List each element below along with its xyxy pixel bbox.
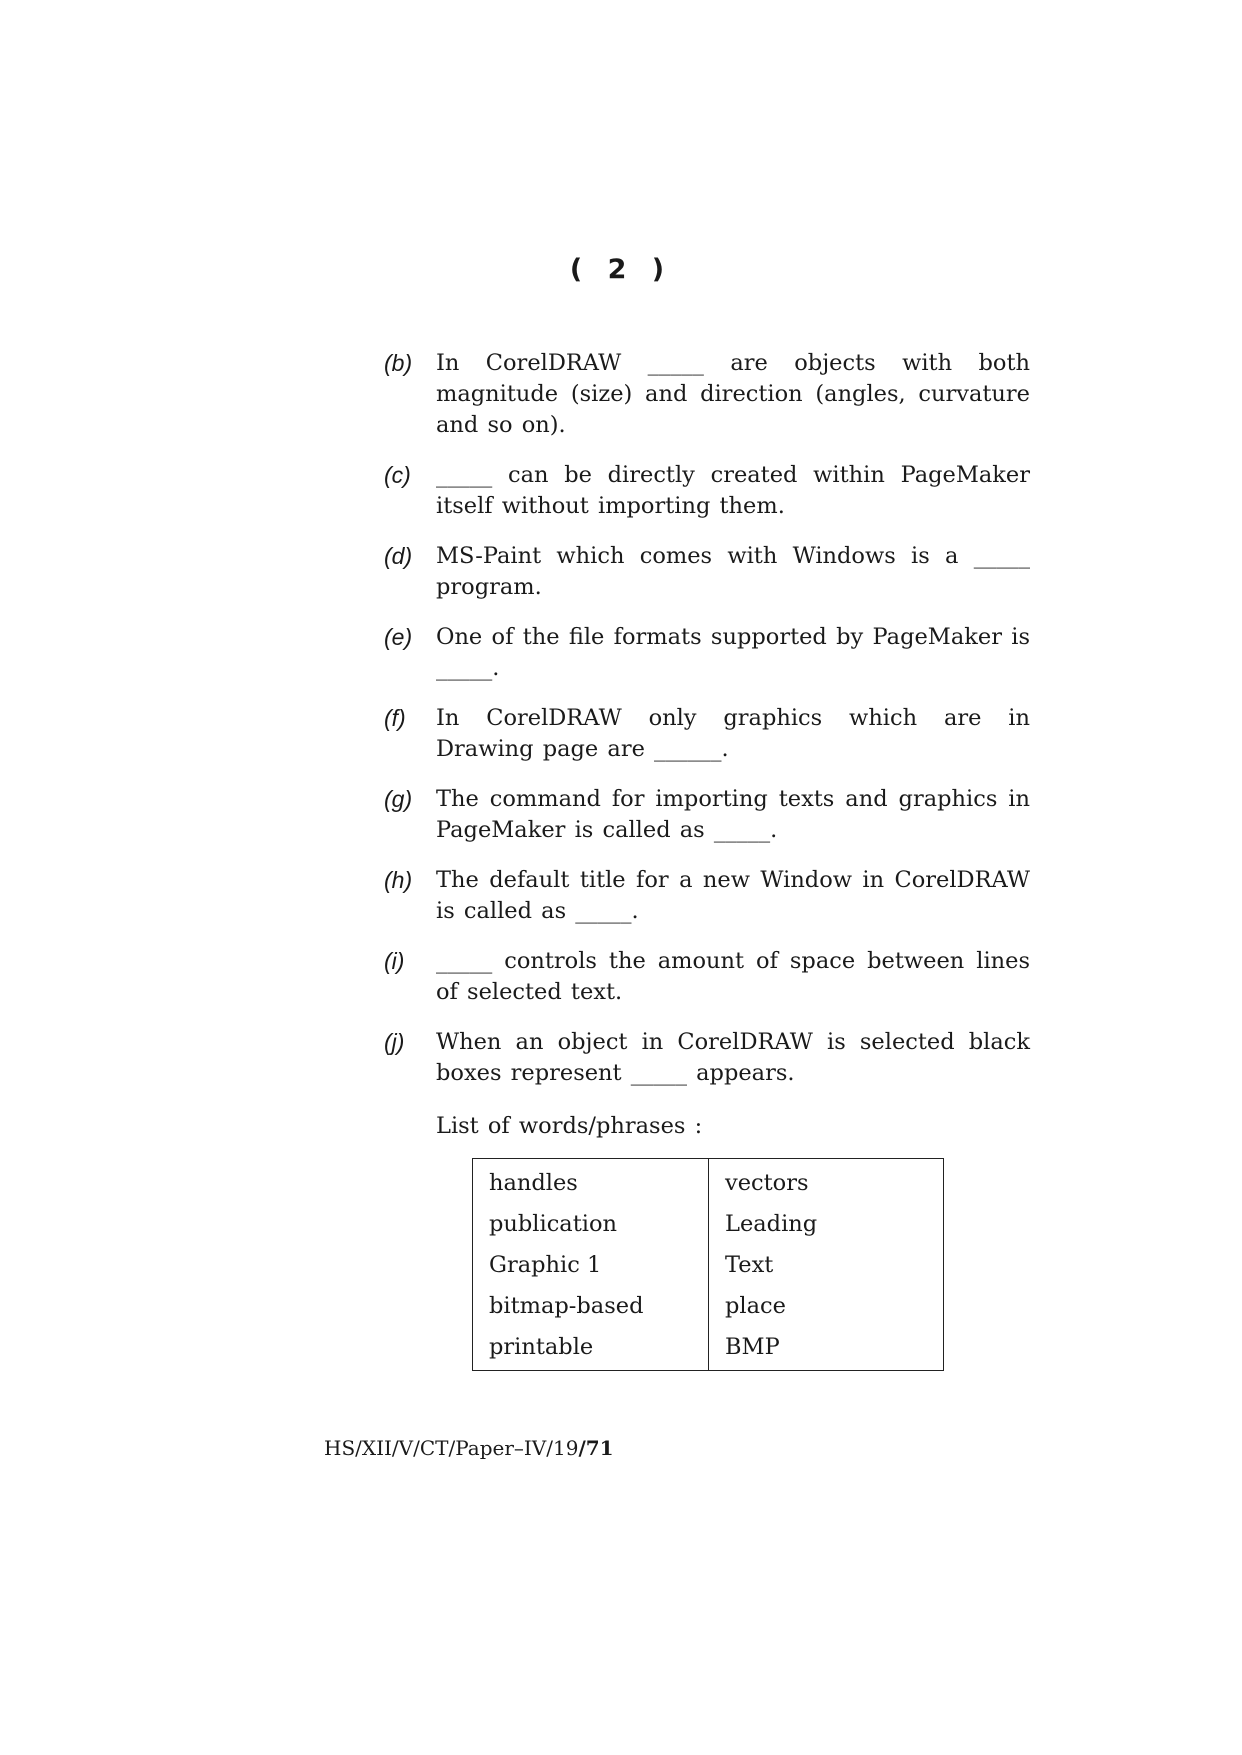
question-text: When an object in CorelDRAW is selected black boxes represent _____ appears. [436,1029,1030,1086]
word-cell: Graphic 1 [489,1252,602,1278]
question-label: (e) [384,624,413,650]
question-e [384,622,1030,684]
word-cell: bitmap-based [489,1293,644,1319]
question-label: (j) [384,1029,405,1055]
word-cell: printable [489,1334,594,1360]
word-cell: Text [725,1252,774,1278]
question-list [384,348,1030,1108]
question-h [384,865,1030,927]
words-column-left [473,1159,708,1370]
word-cell: place [725,1293,786,1319]
paper-serial-number: /71 [578,1436,614,1460]
word-cell: handles [489,1170,578,1196]
words-column-right [708,1159,943,1370]
words-list-heading: List of words/phrases : [436,1113,703,1139]
question-j [384,1027,1030,1089]
question-g [384,784,1030,846]
question-text: MS-Paint which comes with Windows is a _____ program. [436,543,1030,600]
paper-code: HS/XII/V/CT/Paper–IV/19 [324,1436,579,1460]
question-text: The default title for a new Window in CorelDRAW is called as _____. [436,867,1030,924]
word-cell: Leading [725,1211,818,1237]
word-cell: publication [489,1211,617,1237]
question-text: _____ controls the amount of space between lines of selected text. [436,948,1030,1005]
question-label: (g) [384,786,413,812]
question-text: The command for importing texts and graphics in PageMaker is called as _____. [436,786,1030,843]
question-label: (h) [384,867,413,893]
question-text: One of the file formats supported by PageMaker is _____. [436,624,1030,681]
question-label: (f) [384,705,406,731]
question-label: (d) [384,543,413,569]
question-b [384,348,1030,441]
question-label: (b) [384,350,413,376]
words-table [472,1158,944,1371]
question-c [384,460,1030,522]
question-text: In CorelDRAW only graphics which are in Drawing page are ______. [436,705,1030,762]
word-cell: BMP [725,1334,780,1360]
question-i [384,946,1030,1008]
paper-code-footer [324,1434,614,1462]
question-d [384,541,1030,603]
question-f [384,703,1030,765]
page-number: ( 2 ) [569,254,673,285]
question-label: (c) [384,462,411,488]
question-text: In CorelDRAW _____ are objects with both magnitude (size) and direction (angles, curvature and so on). [436,350,1030,438]
question-label: (i) [384,948,405,974]
question-text: _____ can be directly created within PageMaker itself without importing them. [436,462,1030,519]
word-cell: vectors [725,1170,809,1196]
